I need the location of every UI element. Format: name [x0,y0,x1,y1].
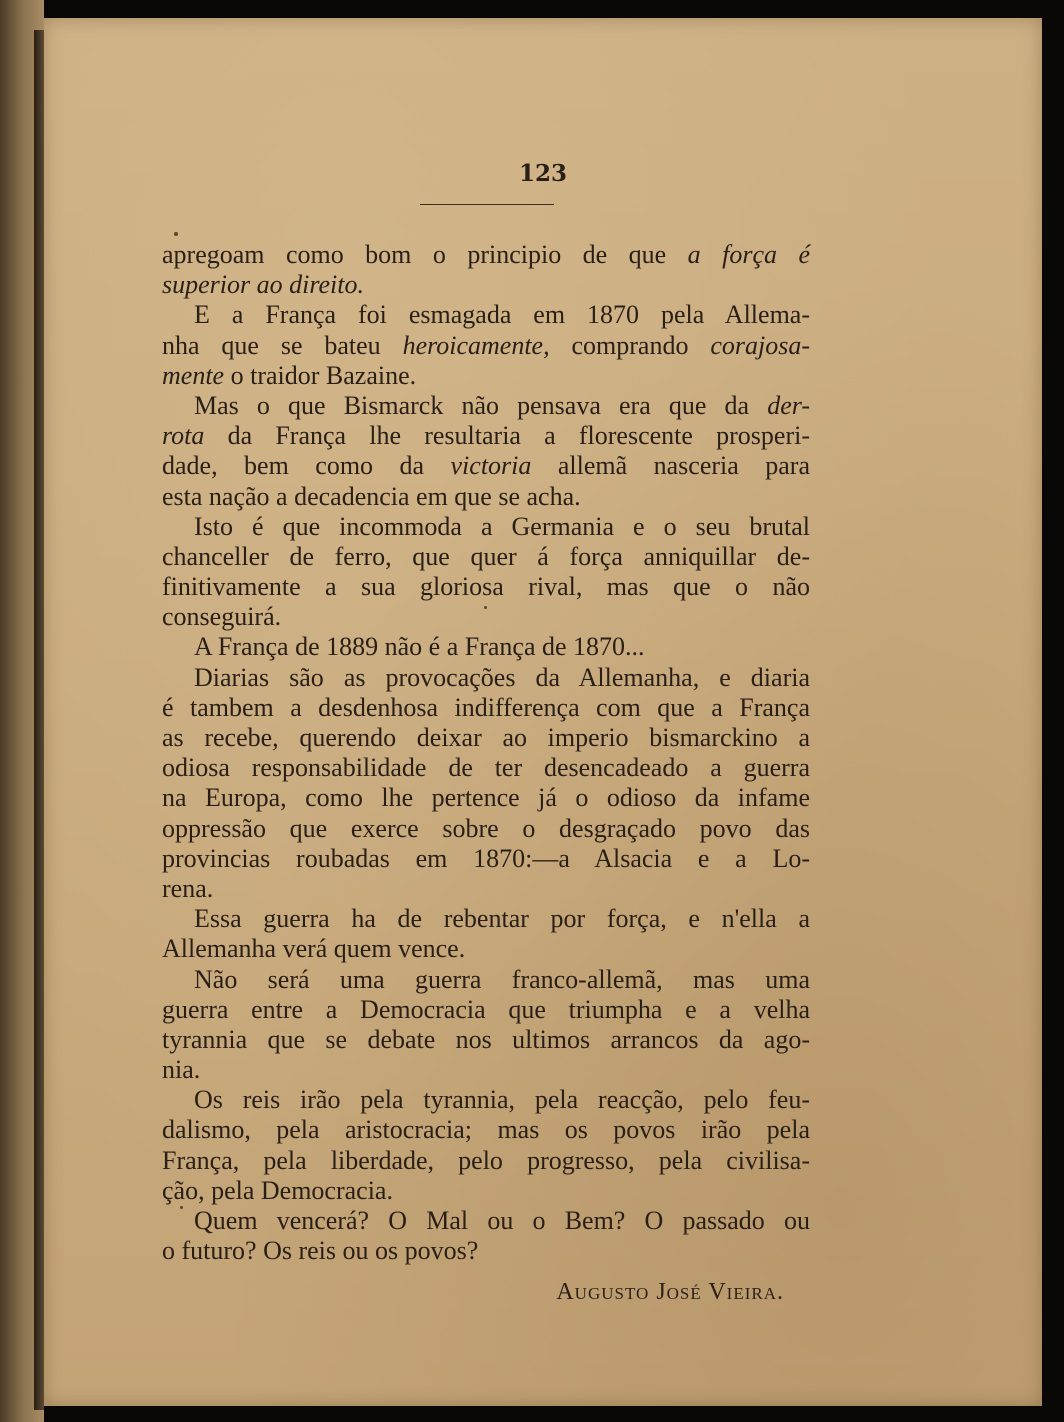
paper-speck [180,1206,183,1209]
text-run: o traidor Bazaine. [224,360,417,390]
text-line [162,874,810,904]
italic-text: a força é [687,240,810,269]
text-run: guerra entre a Democracia que triumpha e a velha [162,994,810,1024]
text-run: conseguirá. [162,602,282,632]
text-run: oppressão que exerce sobre o desgraçado povo das [162,813,810,843]
italic-text: corajosa- [710,330,810,360]
text-run: provincias roubadas em 1870:—a Alsacia e a Lo- [162,843,810,873]
text-run: dade, bem como da [162,451,451,481]
text-line [162,1055,810,1085]
text-run: tyrannia que se debate nos ultimos arrancos da ago- [162,1024,810,1054]
text-line [162,1206,810,1236]
text-run: allemã nasceria para [531,451,810,481]
text-run: Allemanha verá quem vence. [162,934,466,964]
text-run: Quem vencerá? O Mal ou o Bem? O passado ou [194,1206,810,1235]
body-text [162,240,810,1266]
text-run: Diarias são as provocações da Allemanha, e diaria [194,662,810,692]
text-run: E a França foi esmagada em 1870 pela Allema- [194,300,810,330]
text-run: esta nação a decadencia em que se acha. [162,481,581,511]
text-line [162,783,810,813]
book-gutter [34,30,44,1410]
text-line [162,632,810,662]
italic-text: victoria [450,451,532,481]
text-run: odiosa responsabilidade de ter desencadeado a guerra [162,753,810,783]
text-line [162,300,810,330]
text-line [162,240,810,270]
text-line [162,451,810,481]
text-line [162,270,810,300]
text-line [162,512,810,542]
text-run: nha que se bateu [162,330,403,360]
text-line [162,934,810,964]
text-run: é tambem a desdenhosa indifferença com que a França [162,692,810,722]
text-run: finitivamente a sua gloriosa rival, mas que o não [162,572,810,602]
text-line [162,1236,810,1266]
text-run: dalismo, pela aristocracia; mas os povos irão pela [162,1115,810,1145]
text-line [162,693,810,723]
text-run: comprando [549,330,711,360]
text-line [162,542,810,572]
italic-text: mente [162,360,225,390]
text-run: nia. [162,1055,201,1085]
text-line [162,482,810,512]
paper-speck [174,232,178,236]
text-run: França, pela liberdade, pelo progresso, pela civilisa- [162,1145,810,1175]
text-run: Mas o que Bismarck não pensava era que da [194,390,768,420]
text-line [162,331,810,361]
text-run: chanceller de ferro, que quer á força anniquillar de- [162,541,810,571]
header-rule [420,204,554,205]
text-line [162,814,810,844]
text-line [162,844,810,874]
text-line [162,572,810,602]
text-line [162,663,810,693]
text-run: ção, pela Democracia. [162,1175,393,1205]
text-run: o futuro? Os reis ou os povos? [162,1236,479,1266]
italic-text: rota [162,421,205,451]
text-run: na Europa, como lhe pertence já o odioso da infame [162,783,810,813]
text-run: Essa guerra ha de rebentar por força, e n'ella a [194,904,810,934]
italic-text: superior ao direito. [162,270,364,300]
italic-text: heroicamente, [402,330,550,360]
text-run: Os reis irão pela tyrannia, pela reacção, pelo feu- [194,1085,810,1115]
paper-speck [484,606,487,609]
text-run: A França de 1889 não é a França de 1870... [194,632,645,662]
text-line [162,904,810,934]
text-run: rena. [162,873,214,903]
text-run: apregoam como bom o principio de que [162,240,688,269]
author-signature: Augusto José Vieira. [556,1279,784,1305]
text-line [162,421,810,451]
text-line [162,995,810,1025]
text-run: da França lhe resultaria a florescente prosperi- [204,421,810,451]
text-line [162,723,810,753]
page-number: 123 [518,160,567,187]
text-line [162,965,810,995]
text-line [162,1085,810,1115]
text-run: Não será uma guerra franco-allemã, mas uma [194,964,810,994]
text-line [162,391,810,421]
text-run: as recebe, querendo deixar ao imperio bismarckino a [162,723,810,752]
text-line [162,1176,810,1206]
text-line [162,1025,810,1055]
italic-text: der- [767,390,810,420]
book-page [44,18,1042,1406]
text-run: Isto é que incommoda a Germania e o seu brutal [194,511,810,541]
text-line [162,1115,810,1145]
text-line [162,361,810,391]
text-line [162,1146,810,1176]
text-line [162,753,810,783]
